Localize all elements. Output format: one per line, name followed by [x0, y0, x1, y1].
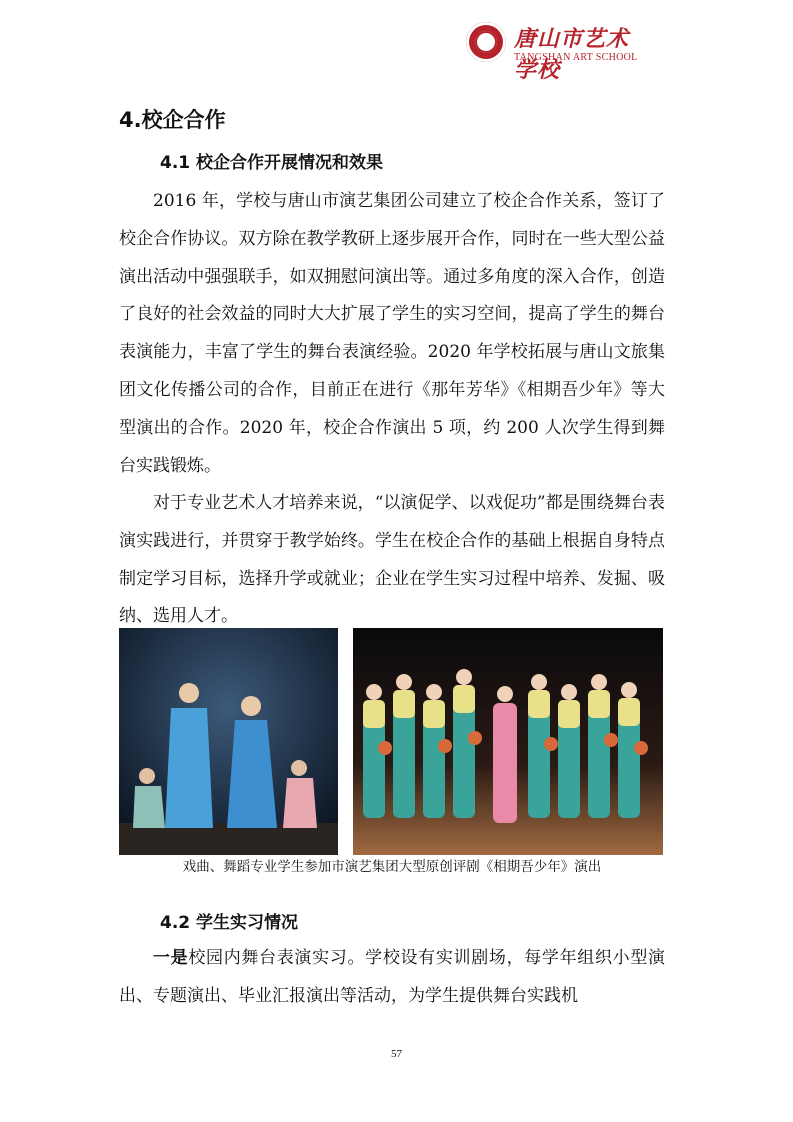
- school-seal-icon: [466, 22, 506, 62]
- section-title: 4.校企合作: [119, 108, 226, 132]
- school-name-cn: 唐山市艺术学校: [514, 26, 630, 83]
- performance-photo-opera: [119, 628, 338, 855]
- paragraph-body: 校园内舞台表演实习。学校设有实训剧场，每学年组织小型演出、专题演出、毕业汇报演出等活动，为学生提供舞台实践机: [119, 948, 666, 1006]
- page-number: 57: [391, 1048, 402, 1060]
- school-name-en: TANGSHAN ART SCHOOL: [514, 52, 638, 63]
- photo-caption: 戏曲、舞蹈专业学生参加市演艺集团大型原创评剧《相期吾少年》演出: [182, 859, 602, 875]
- paragraph-internship: [119, 940, 665, 1016]
- paragraph-talent-training: 对于专业艺术人才培养来说，“以演促学、以戏促功”都是围绕舞台表演实践进行，并贯穿于教学始终。学生在校企合作的基础上根据自身特点制定学习目标，选择升学或就业；企业在学生实习过程中培养、发掘、吸纳、选用人才。: [119, 493, 665, 627]
- subsection-title-4-2: 4.2 学生实习情况: [160, 913, 299, 933]
- paragraph-lead: 一是: [153, 948, 189, 968]
- performance-photo-dance: [353, 628, 663, 855]
- subsection-title-4-1: 4.1 校企合作开展情况和效果: [160, 153, 384, 173]
- paragraph-cooperation: 2016 年，学校与唐山市演艺集团公司建立了校企合作关系，签订了校企合作协议。双方除在教学教研上逐步展开合作，同时在一些大型公益演出活动中强强联手，如双拥慰问演出等。通过多角度的深入合作，创造了良好的社会效益的同时大大扩展了学生的实习空间，提高了学生的舞台表演能力，丰富了学生的舞台表演经验。2020 年学校拓展与唐山文旅集团文化传播公司的合作，目前正在进行《那年芳华》《相期吾少年》等大型演出的合作。2020 年，校企合作演出 5 项，约 200 人次学生得到舞台实践锻炼。: [119, 191, 665, 476]
- school-logo: [466, 20, 646, 83]
